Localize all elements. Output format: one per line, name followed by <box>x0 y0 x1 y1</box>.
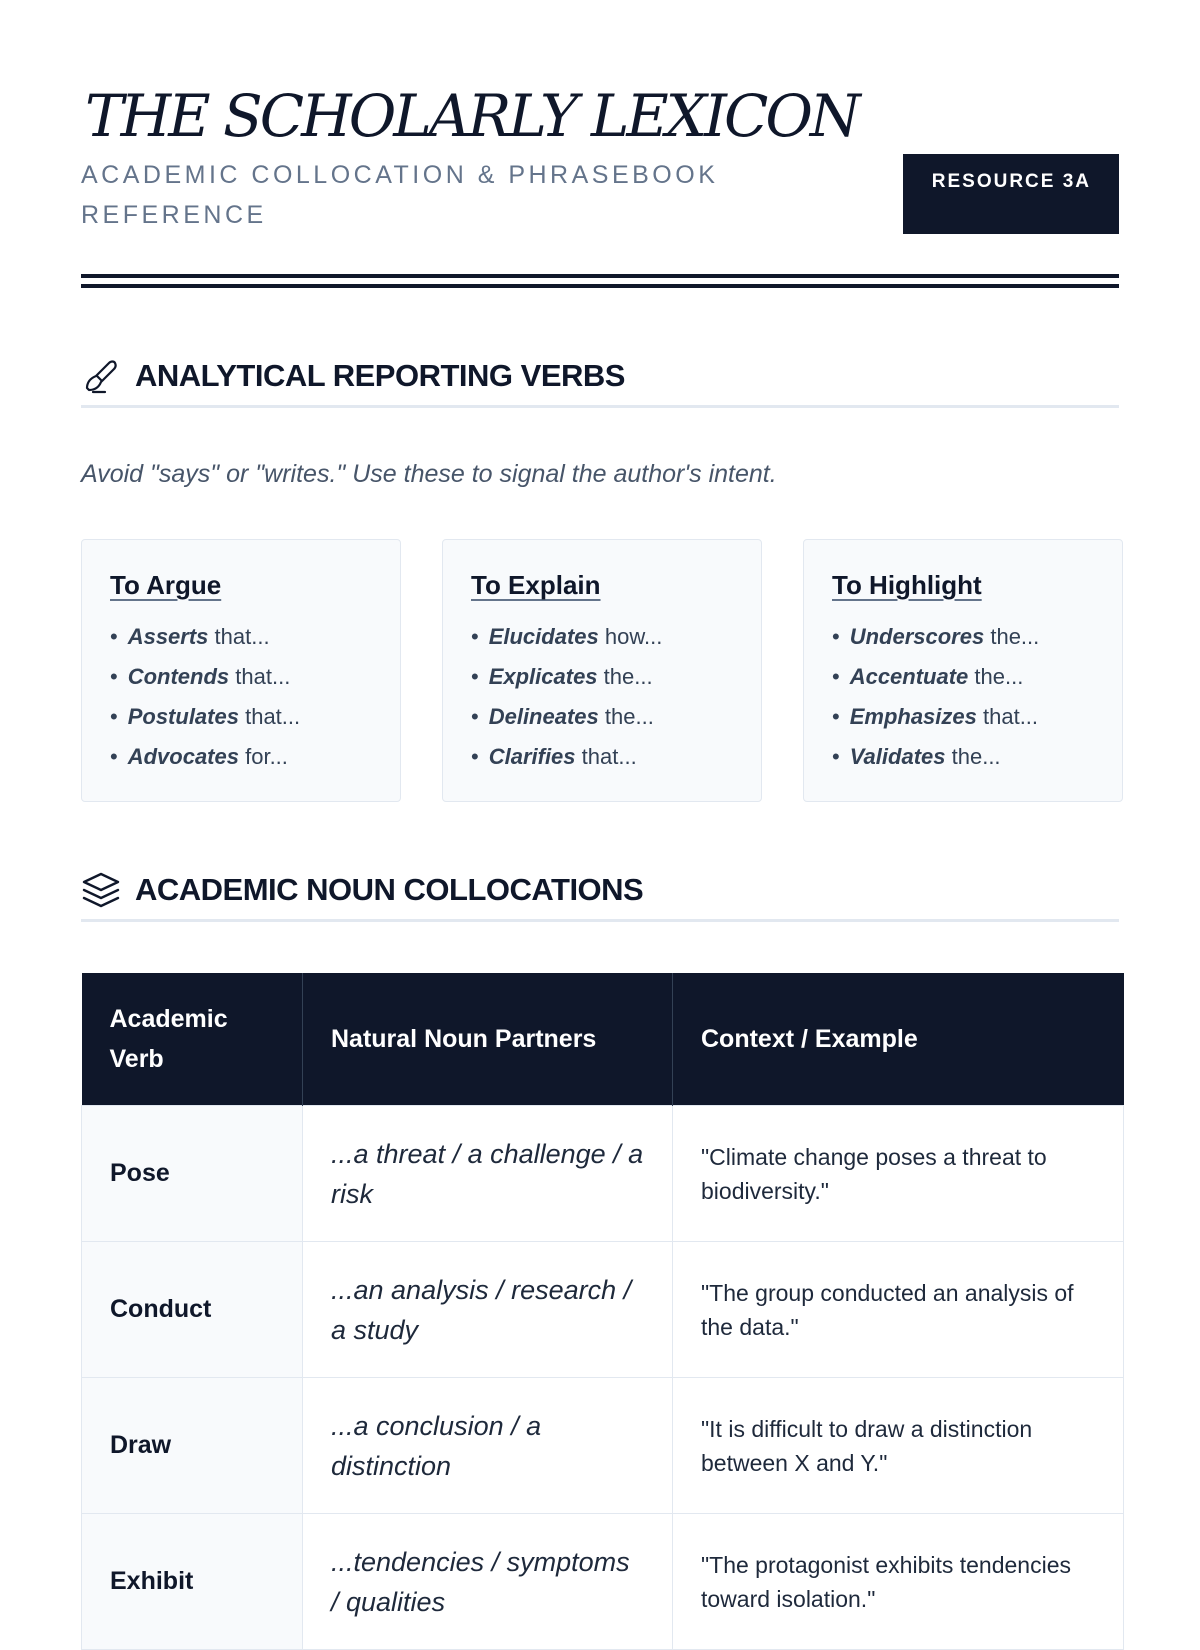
list-item: • Elucidates how... <box>471 617 733 657</box>
list-item: • Emphasizes that... <box>832 697 1094 737</box>
list-item: • Explicates the... <box>471 657 733 697</box>
list-item: • Contends that... <box>110 657 372 697</box>
reporting-verbs-intro: Avoid "says" or "writes." Use these to signal the author's intent. <box>81 460 777 488</box>
layers-icon <box>81 870 121 910</box>
card-to-argue <box>81 539 401 802</box>
table-row <box>82 1514 1124 1650</box>
resource-badge: RESOURCE 3A <box>903 154 1119 234</box>
list-item: • Advocates for... <box>110 737 372 777</box>
verb-cell: Exhibit <box>82 1514 303 1650</box>
verb-cell: Conduct <box>82 1242 303 1378</box>
table-row <box>82 1106 1124 1242</box>
reporting-verbs-heading: ANALYTICAL REPORTING VERBS <box>135 358 625 393</box>
nouns-cell: ...an analysis / research / a study <box>303 1242 673 1378</box>
collocations-table <box>81 973 1123 1650</box>
table-row <box>82 1378 1124 1514</box>
column-header: Context / Example <box>673 973 1124 1106</box>
example-cell: "Climate change poses a threat to biodiversity." <box>673 1106 1124 1242</box>
verb-cards <box>81 539 1123 802</box>
header-divider <box>81 274 1119 288</box>
page-header <box>81 0 1119 288</box>
list-item: • Asserts that... <box>110 617 372 657</box>
card-to-explain <box>442 539 762 802</box>
table-header-row <box>82 973 1124 1106</box>
page-subtitle: ACADEMIC COLLOCATION & PHRASEBOOK REFERENCE <box>81 161 719 229</box>
card-to-highlight <box>803 539 1123 802</box>
column-header: Academic Verb <box>82 973 303 1106</box>
table-row <box>82 1242 1124 1378</box>
nouns-cell: ...tendencies / symptoms / qualities <box>303 1514 673 1650</box>
card-title: To Explain <box>471 570 601 600</box>
example-cell: "The protagonist exhibits tendencies toward isolation." <box>673 1514 1124 1650</box>
card-title: To Highlight <box>832 570 982 600</box>
page-title: THE SCHOLARLY LEXICON <box>85 82 858 150</box>
example-cell: "It is difficult to draw a distinction between X and Y." <box>673 1378 1124 1514</box>
list-item: • Delineates the... <box>471 697 733 737</box>
verb-cell: Pose <box>82 1106 303 1242</box>
list-item: • Accentuate the... <box>832 657 1094 697</box>
pen-icon <box>81 356 121 396</box>
nouns-cell: ...a threat / a challenge / a risk <box>303 1106 673 1242</box>
card-title: To Argue <box>110 570 222 600</box>
reporting-verbs-header <box>81 348 1119 408</box>
column-header: Natural Noun Partners <box>303 973 673 1106</box>
list-item: • Clarifies that... <box>471 737 733 777</box>
list-item: • Postulates that... <box>110 697 372 737</box>
collocations-header <box>81 862 1119 922</box>
nouns-cell: ...a conclusion / a distinction <box>303 1378 673 1514</box>
example-cell: "The group conducted an analysis of the data." <box>673 1242 1124 1378</box>
collocations-heading: ACADEMIC NOUN COLLOCATIONS <box>135 872 644 907</box>
list-item: • Underscores the... <box>832 617 1094 657</box>
list-item: • Validates the... <box>832 737 1094 777</box>
verb-cell: Draw <box>82 1378 303 1514</box>
